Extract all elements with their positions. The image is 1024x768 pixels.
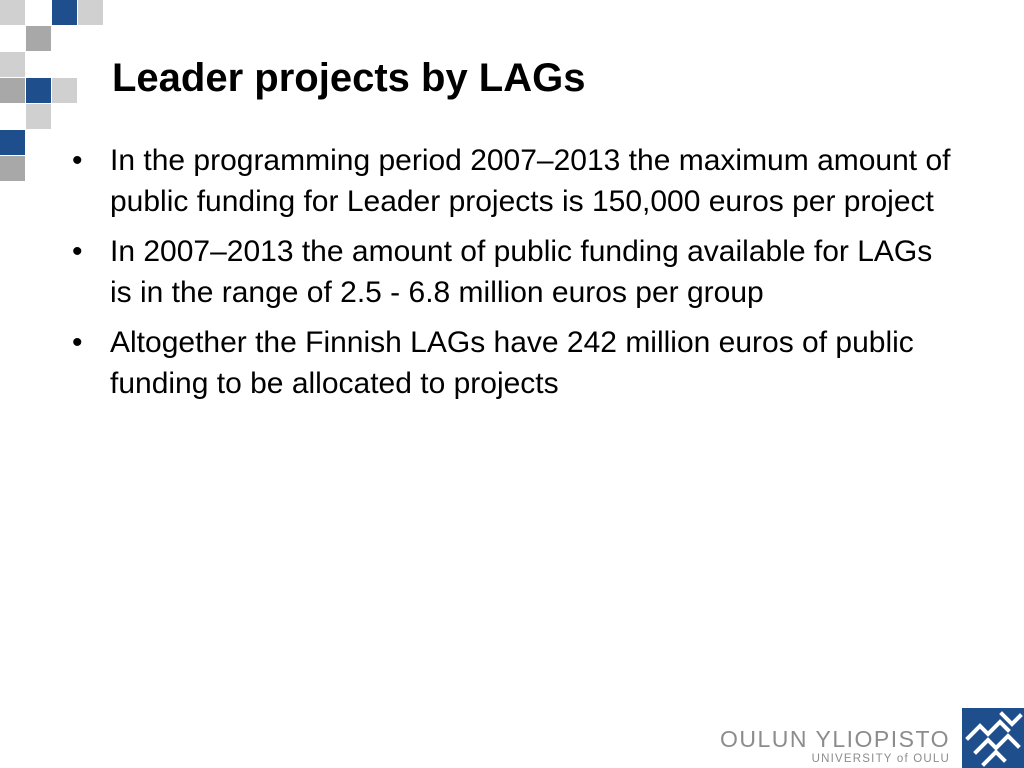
deco-square (26, 78, 51, 103)
bullet-item (70, 140, 960, 222)
deco-square (78, 0, 103, 25)
bullet-marker: • (72, 144, 83, 177)
bullet-text: In 2007–2013 the amount of public funding available for LAGs is in the range of 2.5 - 6.8 million euros per group (110, 235, 933, 309)
university-emblem-icon (962, 708, 1024, 768)
deco-square (52, 78, 77, 103)
slide-title: Leader projects by LAGs (112, 56, 586, 100)
deco-square (0, 78, 25, 103)
bullet-list (70, 140, 960, 413)
deco-square (0, 52, 25, 77)
bullet-item (70, 231, 960, 313)
deco-square (0, 130, 25, 155)
deco-square (26, 26, 51, 51)
deco-square (52, 0, 77, 25)
logo-subtitle: UNIVERSITY of OULU (811, 753, 950, 765)
bullet-marker: • (72, 235, 83, 268)
university-logo-text (720, 726, 950, 766)
deco-square (0, 156, 25, 181)
deco-square (0, 0, 25, 25)
bullet-text: In the programming period 2007–2013 the maximum amount of public funding for Leader projects is 150,000 euros per project (110, 144, 951, 218)
bullet-item (70, 322, 960, 404)
bullet-marker: • (72, 326, 83, 359)
deco-square (26, 104, 51, 129)
bullet-text: Altogether the Finnish LAGs have 242 million euros of public funding to be allocated to projects (110, 326, 914, 400)
logo-name: OULUN YLIOPISTO (720, 726, 950, 752)
